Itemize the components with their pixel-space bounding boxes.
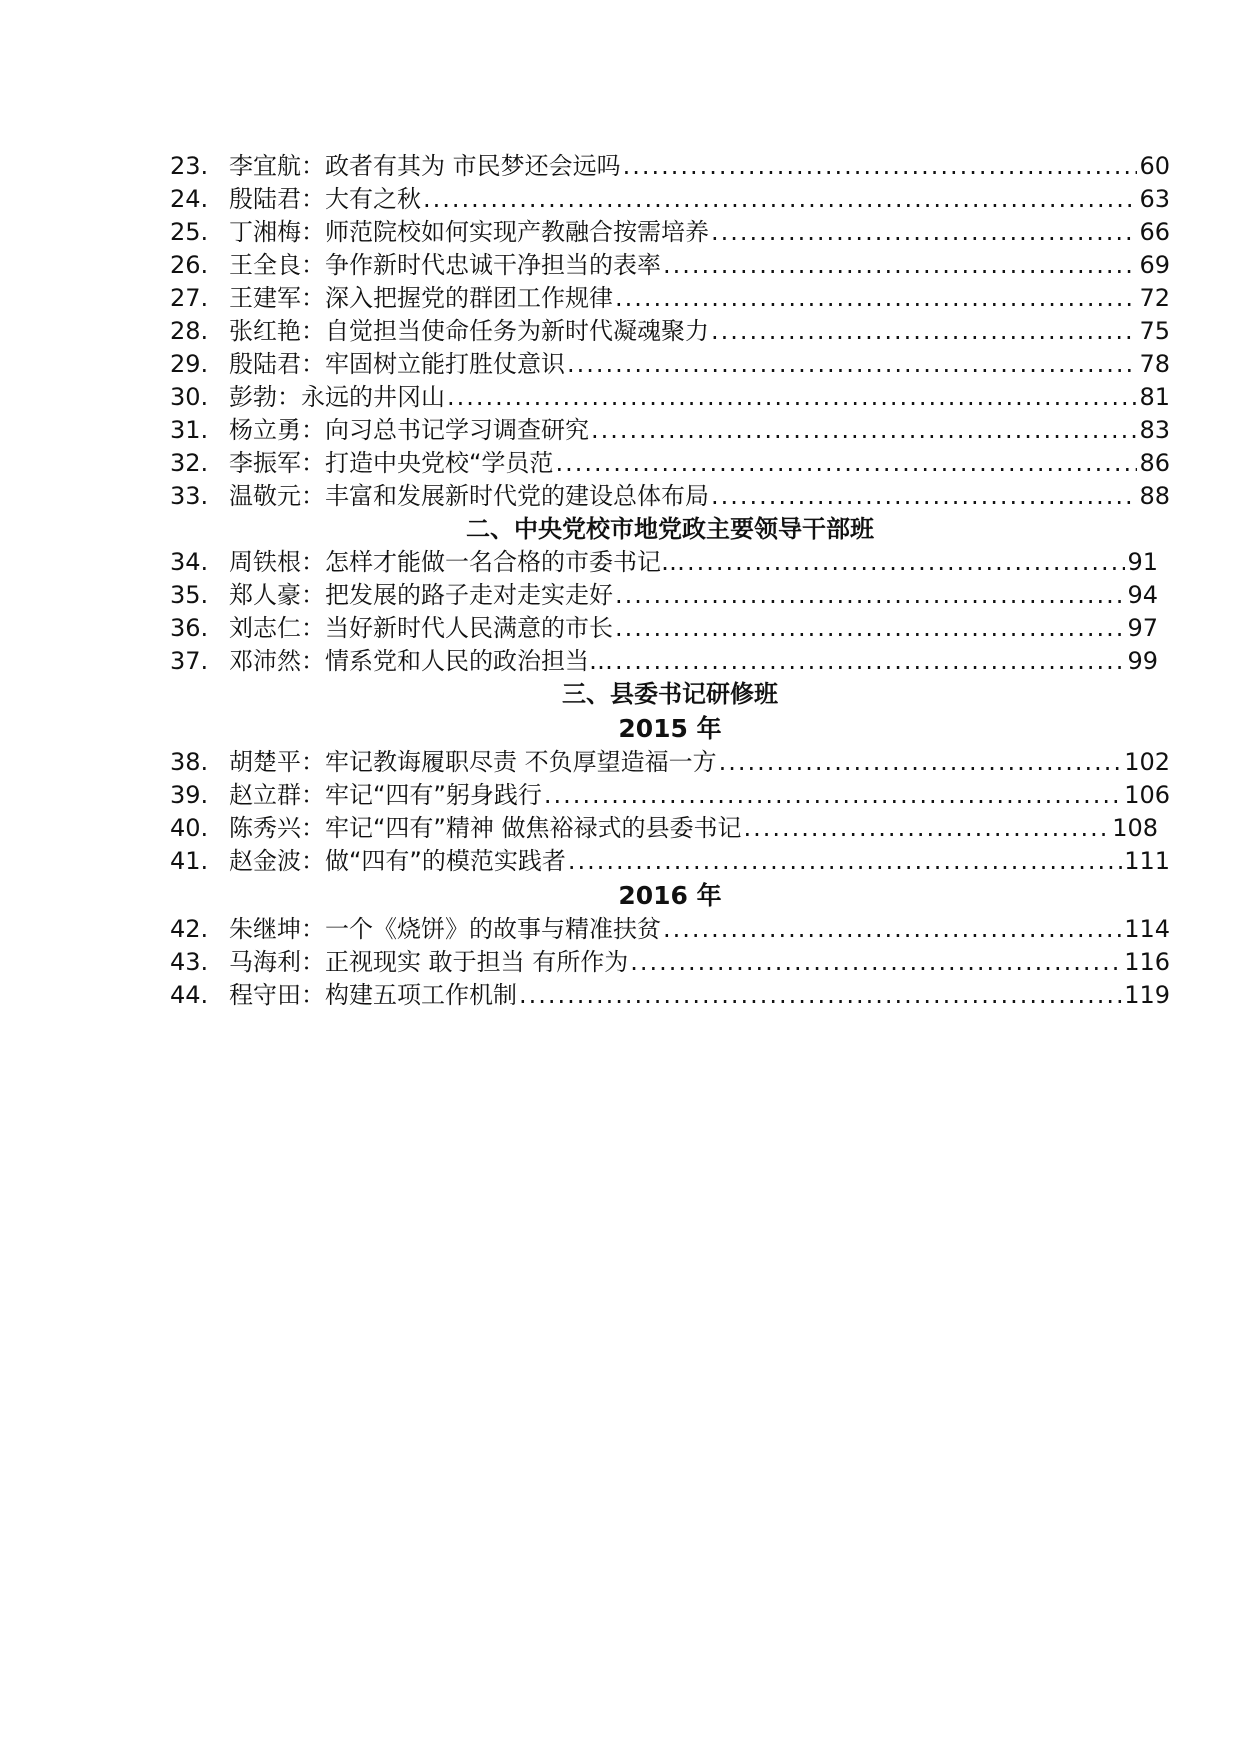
entry-number: 33. [170,482,209,510]
dot-leader [663,249,1137,282]
entry-title: 马海利：正视现实 敢于担当 有所作为 [229,948,629,976]
entry-page: 106 [1124,781,1170,809]
entry-page: 63 [1139,185,1170,213]
section-heading: 三、县委书记研修班 [562,680,778,708]
entry-number: 40. [170,814,209,842]
toc-entry[interactable] [170,348,1170,381]
entry-number: 26. [170,251,209,279]
entry-page: 111 [1124,847,1170,875]
entry-title: 胡楚平：牢记教诲履职尽责 不负厚望造福一方 [229,748,717,776]
entry-number: 41. [170,847,209,875]
dot-leader [568,845,1122,878]
dot-leader [663,913,1122,946]
entry-page: 108 [1112,814,1158,842]
entry-title: 张红艳：自觉担当使命任务为新时代凝魂聚力 [229,317,709,345]
dot-leader [623,150,1138,183]
dot-leader [567,348,1137,381]
entry-page: 99 [1127,647,1158,675]
entry-page: 94 [1127,581,1158,609]
dot-leader [615,645,1125,678]
dot-leader [544,779,1122,812]
toc-entry[interactable] [170,249,1170,282]
entry-title: 殷陆君：牢固树立能打胜仗意识 [229,350,565,378]
entry-page: 83 [1139,416,1170,444]
toc-entry[interactable] [170,216,1170,249]
entry-number: 31. [170,416,209,444]
dot-leader [744,812,1111,845]
year-heading: 2016 年 [618,881,722,910]
dot-leader [615,579,1125,612]
entry-title: 丁湘梅：师范院校如何实现产教融合按需培养 [229,218,709,246]
toc-entry[interactable] [170,480,1170,513]
toc-entry[interactable] [170,282,1170,315]
entry-page: 114 [1124,915,1170,943]
toc-entry[interactable] [170,447,1170,480]
entry-page: 60 [1139,152,1170,180]
entry-title: 李振军：打造中央党校“学员范 [229,449,554,477]
dot-leader [711,216,1137,249]
toc-entry[interactable] [170,746,1170,779]
dot-leader [615,282,1137,315]
entry-page: 119 [1124,981,1170,1009]
entry-page: 102 [1124,748,1170,776]
toc-entry[interactable] [170,645,1170,678]
entry-number: 23. [170,152,209,180]
toc-entry[interactable] [170,315,1170,348]
toc-entry[interactable] [170,183,1170,216]
entry-number: 44. [170,981,209,1009]
entry-title: 温敬元：丰富和发展新时代党的建设总体布局 [229,482,709,510]
entry-page: 86 [1139,449,1170,477]
dot-leader [711,315,1137,348]
toc-entry[interactable] [170,546,1170,579]
entry-number: 36. [170,614,209,642]
entry-title: 刘志仁：当好新时代人民满意的市长 [229,614,613,642]
entry-number: 42. [170,915,209,943]
entry-title: 邓沛然：情系党和人民的政治担当… [229,647,613,675]
entry-title: 杨立勇：向习总书记学习调查研究 [229,416,589,444]
entry-page: 66 [1139,218,1170,246]
section-heading: 二、中央党校市地党政主要领导干部班 [466,515,874,543]
toc-entry[interactable] [170,612,1170,645]
toc-entry[interactable] [170,414,1170,447]
entry-title: 王全良：争作新时代忠诚干净担当的表率 [229,251,661,279]
dot-leader [555,447,1137,480]
toc-entry[interactable] [170,150,1170,183]
entry-number: 25. [170,218,209,246]
entry-title: 彭勃：永远的井冈山 [229,383,445,411]
toc-entry[interactable] [170,812,1170,845]
entry-title: 王建军：深入把握党的群团工作规律 [229,284,613,312]
entry-page: 72 [1139,284,1170,312]
entry-number: 43. [170,948,209,976]
entry-number: 38. [170,748,209,776]
entry-title: 陈秀兴：牢记“四有”精神 做焦裕禄式的县委书记 [229,814,742,842]
entry-number: 39. [170,781,209,809]
entry-title: 赵立群：牢记“四有”躬身践行 [229,781,542,809]
entry-page: 78 [1139,350,1170,378]
dot-leader [423,183,1137,216]
entry-page: 116 [1124,948,1170,976]
toc-entry[interactable] [170,946,1170,979]
entry-number: 32. [170,449,209,477]
toc-entry[interactable] [170,779,1170,812]
toc-entry[interactable] [170,913,1170,946]
entry-title: 赵金波：做“四有”的模范实践者 [229,847,566,875]
dot-leader [447,381,1137,414]
entry-page: 75 [1139,317,1170,345]
table-of-contents [170,150,1170,1012]
entry-page: 69 [1139,251,1170,279]
entry-number: 30. [170,383,209,411]
entry-number: 29. [170,350,209,378]
toc-entry[interactable] [170,579,1170,612]
entry-title: 周铁根：怎样才能做一名合格的市委书记… [229,548,685,576]
dot-leader [615,612,1125,645]
entry-number: 27. [170,284,209,312]
dot-leader [519,979,1122,1012]
entry-page: 97 [1127,614,1158,642]
entry-title: 朱继坤：一个《烧饼》的故事与精准扶贫 [229,915,661,943]
entry-number: 35. [170,581,209,609]
dot-leader [591,414,1137,447]
toc-entry[interactable] [170,979,1170,1012]
toc-entry[interactable] [170,845,1170,878]
entry-number: 24. [170,185,209,213]
dot-leader [719,746,1123,779]
entry-title: 程守田：构建五项工作机制 [229,981,517,1009]
entry-number: 37. [170,647,209,675]
entry-title: 郑人豪：把发展的路子走对走实走好 [229,581,613,609]
dot-leader [687,546,1125,579]
entry-page: 91 [1127,548,1158,576]
entry-title: 李宜航：政者有其为 市民梦还会远吗 [229,152,621,180]
entry-number: 34. [170,548,209,576]
dot-leader [630,946,1122,979]
entry-number: 28. [170,317,209,345]
year-heading: 2015 年 [618,714,722,743]
dot-leader [711,480,1137,513]
entry-page: 88 [1139,482,1170,510]
entry-page: 81 [1139,383,1170,411]
toc-entry[interactable] [170,381,1170,414]
entry-title: 殷陆君：大有之秋 [229,185,421,213]
